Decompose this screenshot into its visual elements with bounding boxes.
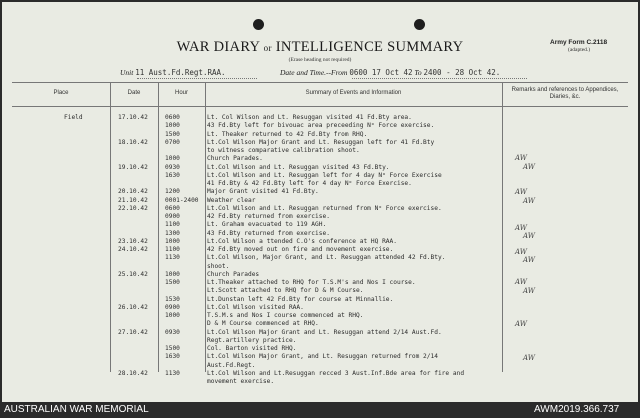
title-intelligence-summary: INTELLIGENCE SUMMARY [275, 39, 464, 55]
dotted-line [137, 78, 257, 79]
handwritten-initials: AW [523, 287, 535, 295]
entry-date: 23.10.42 [118, 237, 148, 245]
column-divider [158, 82, 159, 372]
entry-hour: 1100 [165, 246, 180, 253]
entry-date: 28.10.42 [118, 369, 148, 377]
entry-hour: 0900 [165, 303, 180, 311]
entry-hour: 1530 [165, 295, 180, 303]
unit-label: Unit [120, 68, 134, 77]
entry-summary: movement exercise. [207, 378, 275, 385]
column-divider [205, 82, 206, 372]
date-time-to: 2400 - 28 Oct 42. [423, 68, 501, 77]
entry-hour: 1500 [165, 279, 180, 286]
entry-hour: 1630 [165, 353, 180, 361]
entry-hour: 1500 [165, 345, 180, 352]
header-place: Place [53, 90, 69, 96]
entry-hour: 1100 [165, 221, 180, 229]
entry-summary: Regt.artillery practice. [207, 336, 297, 344]
entry-date: 21.10.42 [118, 196, 148, 204]
entry-summary: 42 Fd.Bty moved out on fire and movement exercise. [207, 246, 394, 253]
handwritten-initials: AW [515, 320, 527, 328]
entry-summary: 43 Fd.Bty left for bivouac area preceeding Nᵒ Force exercise. [207, 122, 435, 130]
unit-value: 11 Aust.Fd.Regt.RAA. [135, 68, 226, 77]
unit-line [120, 68, 226, 77]
header-hour: Hour [174, 90, 188, 96]
entry-summary: Lt. Graham evacuated to 119 AGH. [207, 221, 327, 229]
date-time-label: Date and Time.--From [280, 68, 348, 77]
entry-summary: Lt.Theaker attached to RHQ for T.S.M's and Nos I course. [207, 279, 416, 286]
entry-summary: Lt.Col Wilson a ttended C.O's conference at HQ RAA. [207, 237, 397, 245]
entry-hour: 0930 [165, 163, 180, 171]
entry-summary: Lt. Theaker returned to 42 Fd.Bty from RHQ. [207, 130, 368, 138]
date-time-to-label: To [414, 68, 422, 77]
entry-hour: 0600 [165, 204, 180, 212]
entry-summary: 41 Fd.Bty & 42 Fd.Bty left for 4 day Nᵒ Force Exercise. [207, 180, 412, 187]
header-summary: Summary of Events and Information [305, 90, 402, 96]
entry-summary: Lt.Scott attached to RHQ for D & M Course. [207, 287, 364, 295]
entry-summary: Lt.Col Wilson Major Grant and Lt. Resuggan left for 41 Fd.Bty [207, 138, 435, 146]
entry-summary: Lt.Dunstan left 42 Fd.Bty for course at Minnallie. [207, 295, 394, 303]
table-top-rule [12, 82, 628, 83]
handwritten-initials: AW [523, 256, 535, 264]
entry-summary: Lt.Col Wilson and Lt.Resuggan recced 3 Aust.Inf.Bde area for fire and [207, 369, 465, 377]
entry-date: 20.10.42 [118, 188, 148, 196]
entry-date: 27.10.42 [118, 328, 148, 336]
entry-hour: 1000 [165, 155, 180, 163]
date-time-from: 0600 17 Oct 42 [349, 68, 413, 77]
entry-hour: 1000 [165, 237, 180, 245]
page-title [2, 39, 638, 56]
entry-summary: Church Parades. [207, 155, 263, 163]
entry-summary: shoot. [207, 262, 230, 270]
entry-summary: 42 Fd.Bty returned from exercise. [207, 213, 330, 220]
date-time-line [280, 68, 500, 77]
entry-hour: 1500 [165, 130, 180, 138]
handwritten-initials: AW [515, 278, 527, 286]
entry-summary: Major Grant visited 41 Fd.Bty. [207, 188, 319, 196]
entry-summary: Weather clear [207, 196, 256, 204]
entry-summary: T.S.M.s and Nos I course commenced at RHQ. [207, 312, 364, 319]
entry-date: 22.10.42 [118, 204, 148, 212]
form-adapted: (adapted.) [568, 47, 591, 53]
entry-summary: to witness comparative calibration shoot. [207, 147, 360, 154]
entry-hour: 1000 [165, 122, 180, 130]
entry-summary: Lt.Col Wilson and Lt. Resuggan left for 4 day Nᵒ Force Exercise [207, 171, 442, 179]
entry-summary: Lt.Col Wilson, Major Grant, and Lt. Resuggan attended 42 Fd.Bty. [207, 254, 446, 262]
entry-summary: Aust.Fd.Regt. [207, 361, 256, 369]
punch-hole [253, 19, 264, 30]
entry-summary: Lt.Col Wilson and Lt. Resuggan returned from Nᵒ Force exercise. [207, 204, 442, 212]
entry-hour: 1200 [165, 188, 180, 196]
footer-institution: AUSTRALIAN WAR MEMORIAL [4, 404, 149, 415]
handwritten-initials: AW [515, 154, 527, 162]
entry-date: 17.10.42 [118, 114, 148, 121]
entry-summary: Lt.Col Wilson Major Grant and Lt. Resuggan attend 2/14 Aust.Fd. [207, 328, 442, 336]
header-remarks: Remarks and references to Appendices, Diaries, &c. [511, 87, 619, 100]
title-note: (Erase heading not required) [288, 57, 352, 63]
entry-summary: Church Parades [207, 270, 260, 278]
handwritten-initials: AW [523, 163, 535, 171]
entry-hour: 1300 [165, 229, 180, 237]
entry-date: 19.10.42 [118, 163, 148, 171]
entry-hour: 0930 [165, 328, 180, 336]
entry-hour: 1000 [165, 312, 180, 319]
entry-hour: 0001-2400 [165, 196, 199, 204]
punch-hole [414, 19, 425, 30]
entry-date: 26.10.42 [118, 303, 148, 311]
entry-hour: 1130 [165, 254, 180, 262]
handwritten-initials: AW [515, 224, 527, 232]
handwritten-initials: AW [523, 197, 535, 205]
diary-page [2, 2, 638, 402]
entry-summary: 43 Fd.Bty returned from exercise. [207, 229, 330, 237]
entry-date: 25.10.42 [118, 270, 148, 278]
handwritten-initials: AW [515, 188, 527, 196]
handwritten-initials: AW [523, 232, 535, 240]
title-or: or [263, 43, 272, 53]
handwritten-initials: AW [515, 248, 527, 256]
entry-summary: Lt.Col Wilson Major Grant, and Lt. Resuggan returned from 2/14 [207, 353, 438, 361]
dotted-line [352, 78, 527, 79]
entry-hour: 1130 [165, 369, 180, 377]
header-date: Date [127, 90, 141, 96]
entry-hour: 0900 [165, 213, 180, 220]
entry-summary: Lt.Col Wilson visited RAA. [207, 303, 304, 311]
column-divider [110, 82, 111, 372]
entry-summary: Lt. Col Wilson and Lt. Resuggan visited 41 Fd.Bty area. [207, 114, 412, 121]
entry-summary: Col. Barton visited RHQ. [207, 345, 297, 352]
entry-summary: D & M Course commenced at RHQ. [207, 320, 319, 328]
entry-hour: 0700 [165, 138, 180, 146]
footer-accession: AWM2019.366.737 [534, 404, 620, 415]
title-war-diary: WAR DIARY [176, 39, 260, 55]
entry-date: 24.10.42 [118, 246, 148, 253]
entry-summary: Lt.Col Wilson and Lt. Resuggan visited 43 Fd.Bty. [207, 163, 390, 171]
entry-date: 18.10.42 [118, 138, 148, 146]
form-number: Army Form C.2118 [550, 39, 608, 46]
entry-place: Field [64, 114, 83, 121]
entry-hour: 0600 [165, 114, 180, 121]
entry-hour: 1000 [165, 270, 180, 278]
table-header-rule [12, 106, 628, 107]
column-divider [502, 82, 503, 372]
handwritten-initials: AW [523, 354, 535, 362]
entry-hour: 1630 [165, 171, 180, 179]
